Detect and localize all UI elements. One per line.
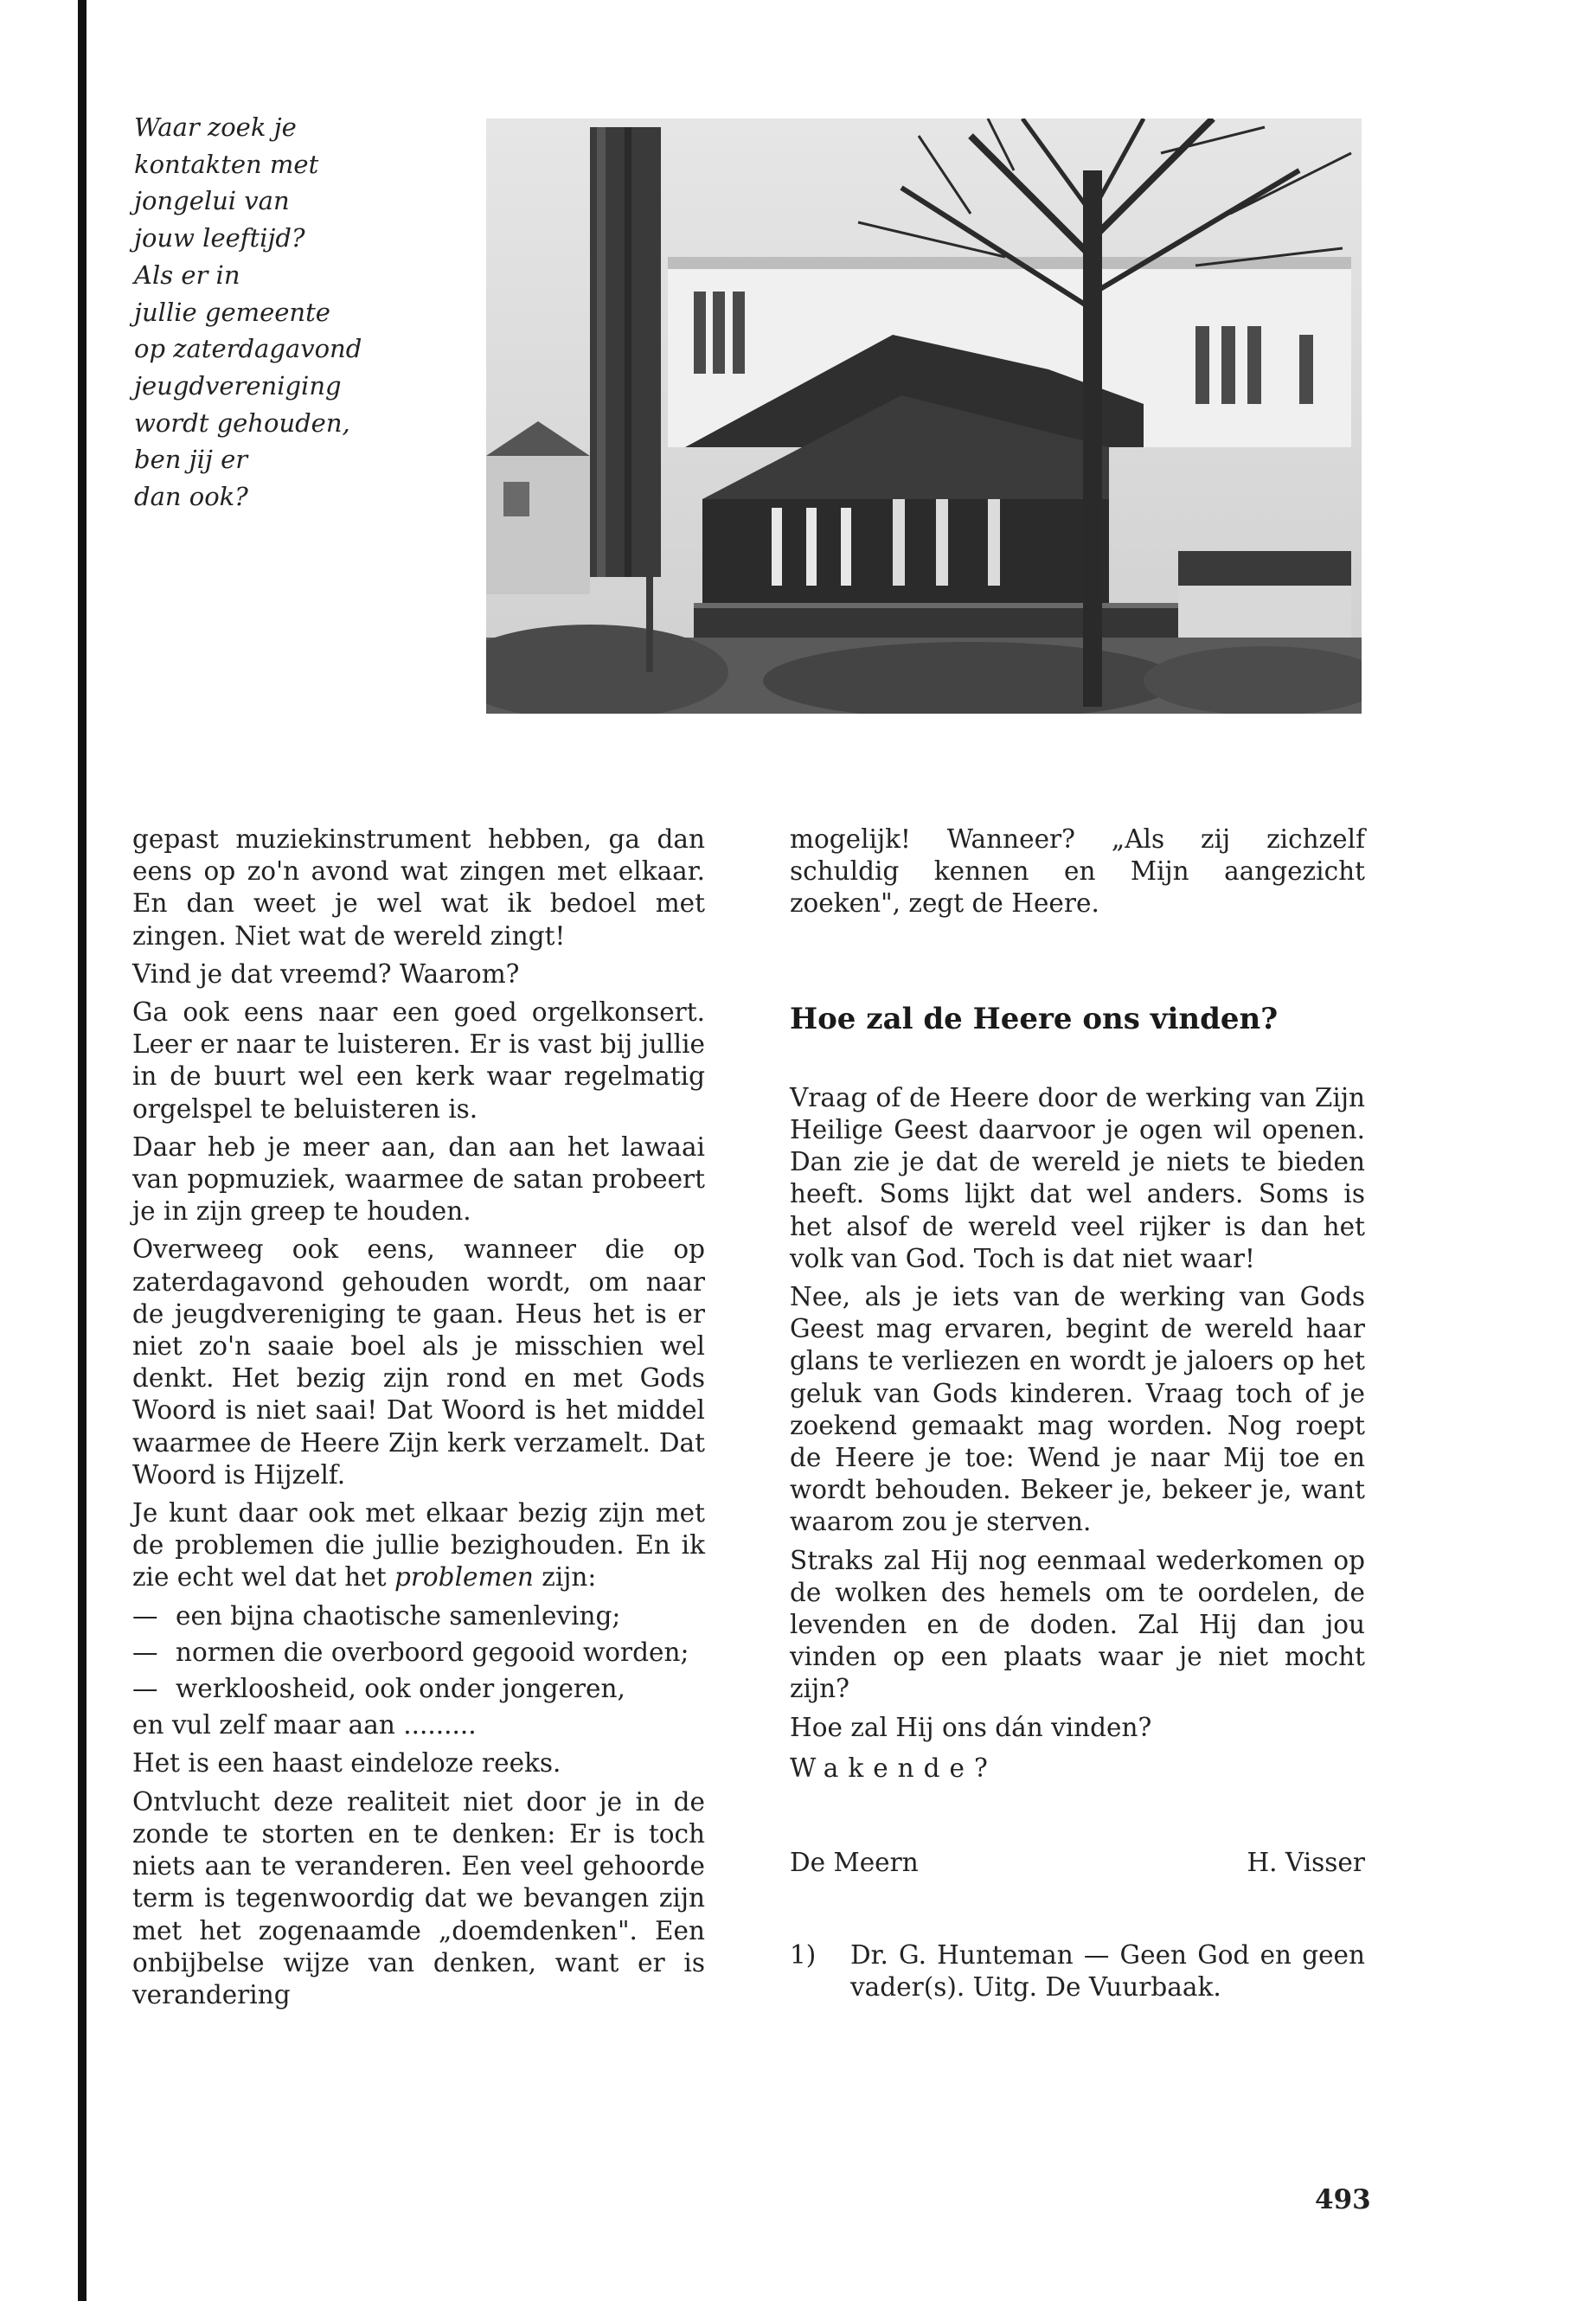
- caption-line: jullie gemeente: [134, 297, 330, 327]
- paragraph: Ga ook eens naar een goed orgelkonsert. Leer er naar te luisteren. Er is vast bij jullie in de buurt wel een kerk waar regelmatig orgelspel te beluisteren is.: [132, 997, 705, 1124]
- caption-line: ben jij er: [134, 445, 248, 475]
- paragraph-text: Je kunt daar ook met elkaar bezig zijn met de problemen die jullie bezighouden. En ik zie echt wel dat het: [132, 1498, 705, 1593]
- caption-line: jeugdvereniging: [134, 370, 342, 401]
- list-item-text: werkloosheid, ook onder jongeren,: [176, 1674, 625, 1704]
- signature-place: De Meern: [790, 1848, 919, 1878]
- caption-line: jouw leeftijd?: [134, 223, 305, 253]
- paragraph: Nee, als je iets van de werking van Gods Geest mag ervaren, begint de wereld haar glans te verliezen en wordt je jaloers op het geluk van Gods kinderen. Vraag toch of je zoekend gemaakt mag worden. Nog roept de Heere je toe: Wend je naar Mij toe en wordt behouden. Bekeer je, bekeer je, want waarom zou je sterven.: [790, 1282, 1365, 1537]
- photo-caption: [134, 109, 445, 516]
- dash-bullet: —: [132, 1637, 158, 1667]
- list-item-text: een bijna chaotische samenleving;: [176, 1600, 621, 1631]
- paragraph: Vind je dat vreemd? Waarom?: [132, 958, 520, 989]
- footnote-number: 1): [790, 1940, 817, 1971]
- caption-line: kontakten met: [134, 149, 319, 179]
- paragraph: [132, 1497, 705, 1594]
- dash-bullet: —: [132, 1600, 158, 1631]
- church-photo-illustration: [486, 119, 1362, 714]
- dash-bullet: —: [132, 1674, 158, 1704]
- list-item: [132, 1673, 705, 1705]
- paragraph: en vul zelf maar aan .........: [132, 1710, 477, 1740]
- paragraph: gepast muziekinstrument hebben, ga dan eens op zo'n avond wat zingen met elkaar. En dan weet je wel wat ik bedoel met zingen. Niet wat de wereld zingt!: [132, 824, 705, 951]
- church-photo: [486, 119, 1362, 714]
- footnote: [790, 1939, 1365, 2003]
- list-item: [132, 1637, 705, 1669]
- paragraph: Ontvlucht deze realiteit niet door je in de zonde te storten en te denken: Er is toch niets aan te veranderen. Een veel gehoorde term is tegenwoordig dat we bevangen zijn met het zogenaamde „doemdenken". Een onbijbelse wijze van denken, want er is verandering: [132, 1786, 705, 2009]
- list-item: [132, 1600, 705, 1632]
- right-column: [790, 824, 1365, 2004]
- caption-line: dan ook?: [134, 482, 248, 512]
- page-number: 493: [1315, 2184, 1371, 2215]
- paragraph: Daar heb je meer aan, dan aan het lawaai van popmuziek, waarmee de satan probeert je in zijn greep te houden.: [132, 1131, 705, 1227]
- caption-line: wordt gehouden,: [134, 407, 350, 438]
- paragraph: Hoe zal Hij ons dán vinden?: [790, 1712, 1152, 1742]
- section-heading: Hoe zal de Heere ons vinden?: [790, 1001, 1279, 1036]
- paragraph: Straks zal Hij nog eenmaal wederkomen op de wolken des hemels om te oordelen, de levenden en de doden. Zal Hij dan jou vinden op een plaats waar je niet mocht zijn?: [790, 1545, 1365, 1704]
- signature: [790, 1847, 1365, 1879]
- footnote-text: Dr. G. Hunteman — Geen God en geen vader(s). Uitg. De Vuurbaak.: [850, 1940, 1365, 2003]
- paragraph: Vraag of de Heere door de werking van Zijn Heilige Geest daarvoor je ogen wil openen. Dan zie je dat de wereld je niets te bieden heeft. Soms lijkt dat wel anders. Soms is het alsof de wereld veel rijker is dan het volk van God. Toch is dat niet waar!: [790, 1082, 1365, 1273]
- paragraph: Overweeg ook eens, wanneer die op zaterdagavond gehouden wordt, om naar de jeugdvereniging te gaan. Heus het is er niet zo'n saaie boel als je misschien wel denkt. Het bezig zijn rond en met Gods Woord is niet saai! Dat Woord is het middel waarmee de Heere Zijn kerk verzamelt. Dat Woord is Hijzelf.: [132, 1234, 705, 1490]
- closing-word: Wakende?: [790, 1753, 997, 1783]
- caption-line: Waar zoek je: [134, 112, 297, 142]
- page-edge-rule: [78, 0, 87, 2301]
- paragraph-text: zijn:: [533, 1562, 597, 1593]
- paragraph: mogelijk! Wanneer? „Als zij zichzelf schuldig kennen en Mijn aangezicht zoeken", zegt de Heere.: [790, 824, 1365, 919]
- left-column: [132, 824, 705, 2017]
- list-item-text: normen die overboord gegooid worden;: [176, 1637, 689, 1667]
- caption-line: Als er in: [134, 260, 240, 290]
- signature-name: H. Visser: [1247, 1848, 1365, 1878]
- paragraph: Het is een haast eindeloze reeks.: [132, 1748, 561, 1779]
- caption-line: op zaterdagavond: [134, 334, 362, 364]
- emphasis-text: problemen: [394, 1562, 534, 1593]
- caption-line: jongelui van: [134, 186, 290, 216]
